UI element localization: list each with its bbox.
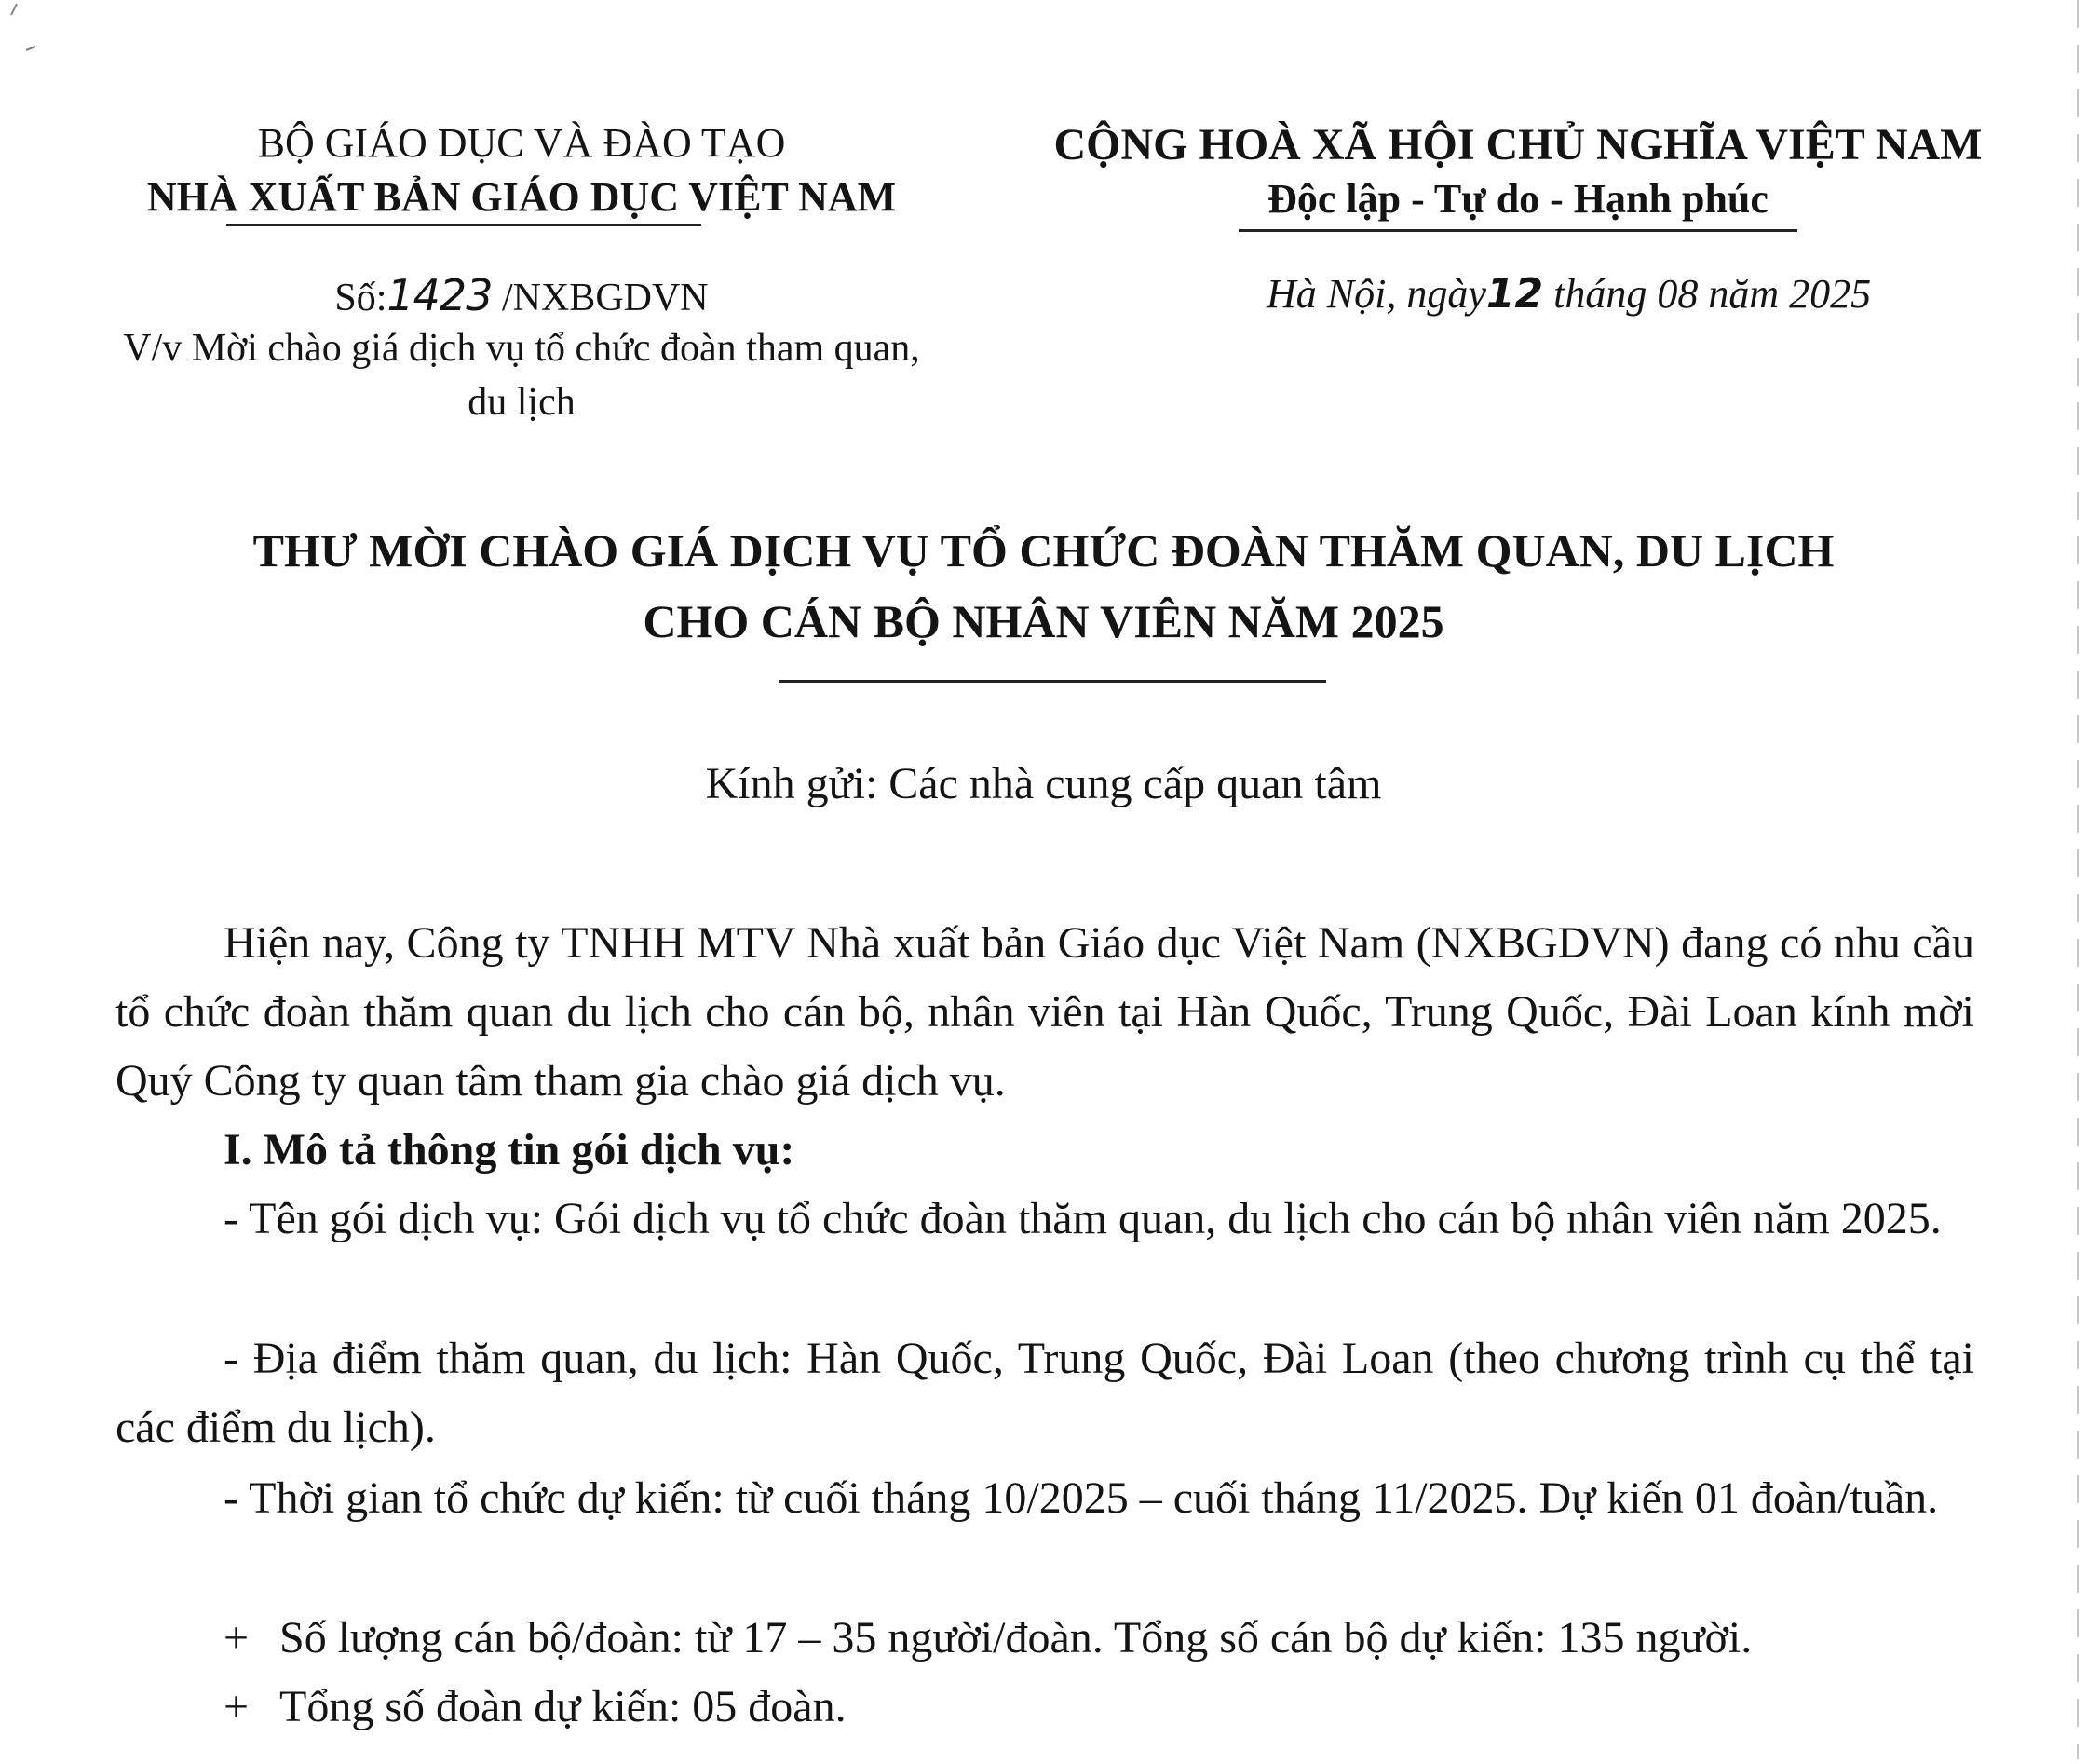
- list-item: [224, 1604, 1752, 1673]
- list-item: [224, 1673, 847, 1742]
- ministry-name: BỘ GIÁO DỤC VÀ ĐÀO TẠO: [257, 120, 786, 166]
- scan-edge-line: [2075, 0, 2080, 1759]
- national-motto: Độc lập - Tự do - Hạnh phúc: [1267, 176, 1769, 222]
- handwritten-number: 1423: [386, 270, 493, 320]
- place-date: [1267, 270, 1871, 318]
- document-number-suffix: /NXBGDVN: [492, 277, 709, 319]
- handwritten-day: 12: [1485, 270, 1544, 318]
- place-date-suffix: tháng 08 năm 2025: [1543, 271, 1872, 317]
- document-number-prefix: Số:: [334, 277, 387, 319]
- section-heading: I. Mô tả thông tin gói dịch vụ:: [224, 1125, 795, 1174]
- bullet-text: Tổng số đoàn dự kiến: 05 đoàn.: [279, 1682, 847, 1731]
- bullet-mark: +: [224, 1613, 250, 1662]
- document-title-line-1: THƯ MỜI CHÀO GIÁ DỊCH VỤ TỔ CHỨC ĐOÀN THĂM QUAN, DU LỊCH: [252, 524, 1835, 577]
- location-paragraph: - Địa điểm thăm quan, du lịch: Hàn Quốc, Trung Quốc, Đài Loan (theo chương trình cụ thể tại các điểm du lịch).: [115, 1334, 1974, 1452]
- salutation: Kính gửi: Các nhà cung cấp quan tâm: [705, 759, 1382, 808]
- package-name-paragraph: - Tên gói dịch vụ: Gói dịch vụ tổ chức đoàn thăm quan, du lịch cho cán bộ nhân viên năm 2025.: [224, 1194, 1942, 1243]
- republic-title: CỘNG HOÀ XÃ HỘI CHỦ NGHĨA VIỆT NAM: [1053, 120, 1983, 170]
- scan-mark: [7, 2, 35, 58]
- place-date-prefix: Hà Nội, ngày: [1267, 271, 1486, 317]
- subject-line-1: V/v Mời chào giá dịch vụ tổ chức đoàn tham quan,: [123, 327, 920, 370]
- header-left-underline: [226, 224, 701, 226]
- subject-line-2: du lịch: [468, 381, 576, 424]
- bullet-text: Số lượng cán bộ/đoàn: từ 17 – 35 người/đoàn. Tổng số cán bộ dự kiến: 135 người.: [279, 1613, 1753, 1662]
- document-number: [112, 270, 931, 320]
- timeframe-paragraph: - Thời gian tổ chức dự kiến: từ cuối tháng 10/2025 – cuối tháng 11/2025. Dự kiến 01 đoàn/tuần.: [224, 1473, 1939, 1523]
- intro-paragraph: Hiện nay, Công ty TNHH MTV Nhà xuất bản Giáo dục Việt Nam (NXBGDVN) đang có nhu cầu tổ chức đoàn thăm quan du lịch cho cán bộ, nhân viên tại Hàn Quốc, Trung Quốc, Đài Loan kính mời Quý Công ty quan tâm tham gia chào giá dịch vụ.: [115, 918, 1974, 1106]
- bullet-mark: +: [224, 1682, 250, 1731]
- title-underline: [779, 680, 1326, 683]
- document-title-line-2: CHO CÁN BỘ NHÂN VIÊN NĂM 2025: [643, 595, 1444, 647]
- publisher-name: NHÀ XUẤT BẢN GIÁO DỤC VIỆT NAM: [146, 174, 897, 220]
- header-right-underline: [1239, 229, 1797, 232]
